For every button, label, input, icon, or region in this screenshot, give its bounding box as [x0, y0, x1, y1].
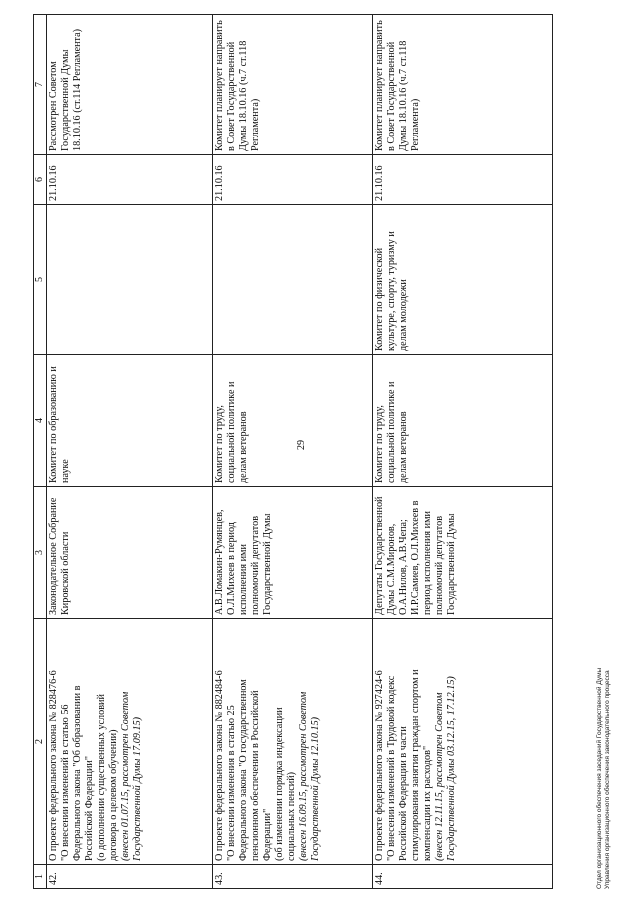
col-header: 6	[34, 155, 47, 205]
bill-title	[213, 619, 373, 865]
bill-title-line: социальных пенсий)	[286, 771, 297, 861]
bill-committee: Комитет по образованию и науке	[47, 355, 213, 487]
bill-committee: Комитет по труду, социальной политике и делам ветеранов	[373, 355, 553, 487]
bill-author: Законодательное Собрание Кировской области	[47, 487, 213, 619]
bill-note: (внесен 12.11.15, рассмотрен Советом Государственной Думы 03.12.15, 17.12.15)	[434, 676, 457, 861]
bill-title-line: стимулирования занятия граждан спортом и	[410, 669, 421, 861]
bill-date: 21.10.16	[373, 155, 553, 205]
col-header: 5	[34, 205, 47, 355]
bill-title-line: "О внесении изменений в статью 56	[60, 704, 71, 861]
col-header: 4	[34, 355, 47, 487]
row-number: 44.	[373, 865, 553, 889]
bill-title-line: О проекте федерального закона № 882484-6	[214, 670, 225, 861]
bill-date: 21.10.16	[47, 155, 213, 205]
bill-title-line: Российской Федерации"	[84, 755, 95, 861]
col-header: 3	[34, 487, 47, 619]
bill-date: 21.10.16	[213, 155, 373, 205]
bill-status: Комитет планирует направить в Совет Государственной Думы 18.10.16 (ч.7 ст.118 Регламента)	[213, 15, 373, 155]
table-row	[47, 15, 213, 889]
column-number-row	[34, 15, 47, 889]
bill-author: А.В.Ломакин-Румянцев, О.Л.Михеев в период исполнения ими полномочий депутатов Государственной Думы	[213, 487, 373, 619]
bill-status: Комитет планирует направить в Совет Государственной Думы 18.10.16 (ч.7 ст.118 Регламента)	[373, 15, 553, 155]
bills-table	[33, 14, 553, 889]
bill-title-line: (об изменении порядка индексации	[274, 707, 285, 861]
bill-note: (внесен 16.09.15, рассмотрен Советом Государственной Думы 12.10.15)	[298, 691, 321, 861]
bill-title-line: Федерального закона "Об образовании в	[72, 685, 83, 861]
bill-co-committee	[213, 205, 373, 355]
bill-title-line: О проекте федерального закона № 927424-6	[374, 670, 385, 861]
page-number: 29	[296, 440, 307, 450]
bill-title-line: "О внесении изменений в Трудовой кодекс	[386, 675, 397, 861]
bill-title-line: договора о целевом обучении)	[108, 729, 119, 861]
bill-co-committee	[47, 205, 213, 355]
footer-line: Отдел организационного обеспечения заседаний Государственной Думы	[596, 667, 603, 889]
bill-committee: Комитет по труду, социальной политике и делам ветеранов	[213, 355, 373, 487]
bill-title-line: Федерации"	[262, 808, 273, 861]
table-row	[373, 15, 553, 889]
row-number: 43.	[213, 865, 373, 889]
footer-department	[596, 409, 612, 889]
bill-author: Депутаты Государственной Думы С.М.Миронов, О.А.Нилов, А.В.Чепа; И.Р.Самиев, О.Л.Михеев в период исполнения ими полномочий депутатов Государственной Думы	[373, 487, 553, 619]
row-number: 42.	[47, 865, 213, 889]
table-row	[213, 15, 373, 889]
bill-status: Рассмотрен Советом Государственной Думы 18.10.16 (ст.114 Регламента)	[47, 15, 213, 155]
bill-note: (внесен 01.07.15, рассмотрен Советом Государственной Думы 17.09.15)	[120, 691, 143, 861]
col-header: 1	[34, 865, 47, 889]
bill-title-line: Федерального закона "О государственном	[238, 679, 249, 861]
bill-title	[47, 619, 213, 865]
bill-title-line: компенсации их расходов"	[422, 745, 433, 861]
footer-line: Управления организационного обеспечения законодательного процесса	[604, 670, 611, 889]
col-header: 7	[34, 15, 47, 155]
bill-title-line: "О внесении изменения в статью 25	[226, 705, 237, 861]
bill-title-line: Российской Федерации в части	[398, 726, 409, 861]
col-header: 2	[34, 619, 47, 865]
bill-co-committee: Комитет по физической культуре, спорту, туризму и делам молодежи	[373, 205, 553, 355]
bill-title	[373, 619, 553, 865]
bill-title-line: О проекте федерального закона № 828476-6	[48, 670, 59, 861]
bill-title-line: пенсионном обеспечении в Российской	[250, 690, 261, 861]
bill-title-line: (о дополнении существенных условий	[96, 694, 107, 861]
